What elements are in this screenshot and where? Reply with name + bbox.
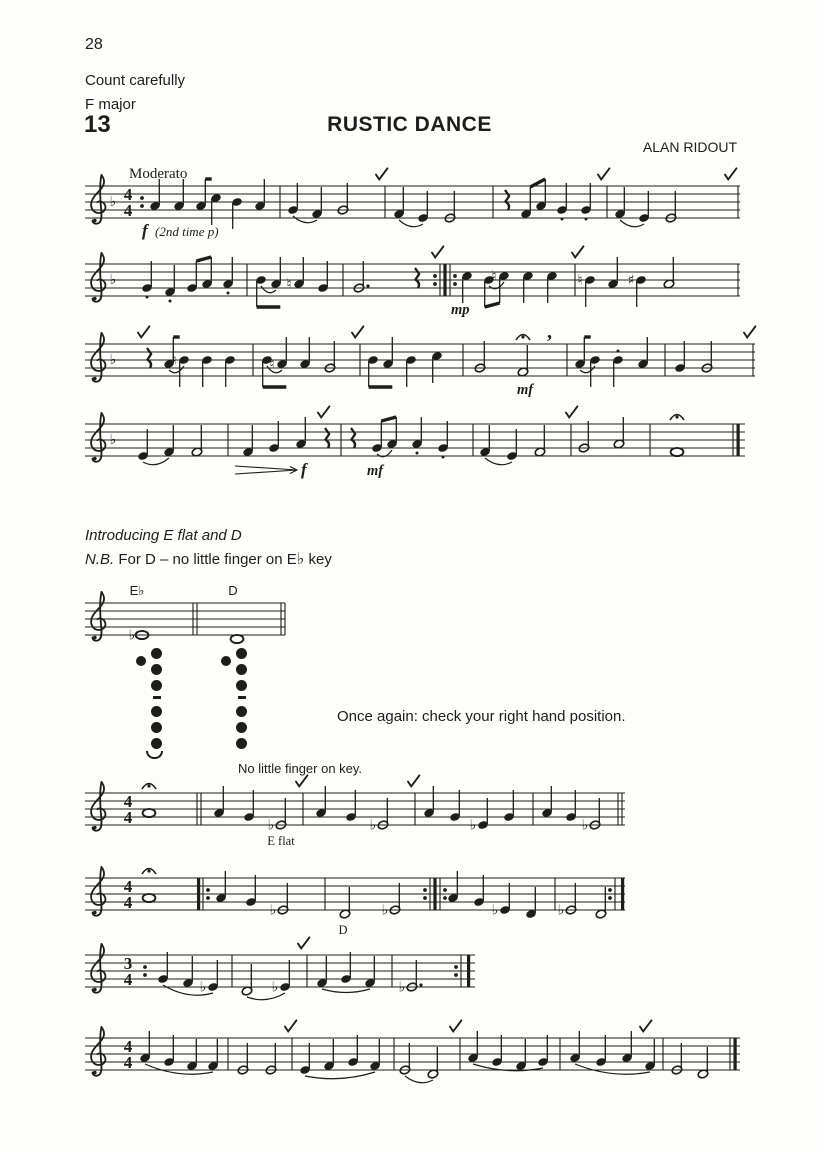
accidental: ♮	[577, 272, 583, 289]
tempo-marking: Moderato	[129, 166, 188, 182]
breath-mark-icon	[318, 406, 329, 417]
page-number: 28	[85, 36, 103, 53]
tone-hole-dot	[236, 722, 247, 733]
key-label: F major	[85, 96, 136, 113]
breath-mark-icon	[376, 168, 387, 179]
slur	[143, 458, 169, 465]
slur	[399, 220, 423, 227]
fingering-diagram-eb	[136, 648, 166, 760]
staff-fingering-staff	[85, 583, 300, 678]
beam	[485, 303, 500, 307]
thumb-hole-dot	[136, 656, 146, 666]
breath-mark-icon	[298, 937, 309, 948]
time-signature: 4	[123, 877, 133, 896]
vent-dash	[238, 696, 246, 699]
accidental: ♭	[369, 817, 377, 834]
slur	[293, 216, 317, 223]
dynamic-marking: f	[301, 460, 307, 479]
slur	[485, 458, 512, 465]
section-heading: Introducing E flat and D	[85, 527, 242, 544]
accidental: ♭	[557, 902, 565, 919]
time-signature: 4	[123, 792, 133, 811]
accidental: ♭	[398, 979, 406, 996]
beam	[381, 417, 396, 421]
tone-hole-dot	[236, 664, 247, 675]
breath-mark-icon	[725, 168, 736, 179]
whole-note	[143, 894, 156, 902]
quarter-rest	[325, 428, 329, 448]
tone-hole-dot	[151, 648, 162, 659]
time-signature: 4	[123, 1037, 133, 1056]
accidental: ♭	[269, 902, 277, 919]
quarter-rest	[415, 268, 419, 288]
dynamic-marking: mp	[451, 302, 470, 318]
accidental: ♭	[271, 979, 279, 996]
instruction-note: Count carefully	[85, 72, 186, 89]
slur	[247, 993, 285, 1000]
breath-mark-icon	[138, 326, 149, 337]
staff-rustic-line-4	[85, 404, 760, 499]
breath-mark-icon	[566, 406, 577, 417]
breath-mark-icon	[640, 1020, 651, 1031]
dynamic-marking: mf	[367, 463, 384, 479]
nb-text: For D – no little finger on E	[114, 551, 297, 568]
accidental: ♭	[491, 902, 499, 919]
breath-mark-icon	[450, 1020, 461, 1031]
nb-text-after: key	[304, 551, 332, 568]
tone-hole-dot	[151, 664, 162, 675]
staff-exercise-four-four	[85, 1018, 755, 1113]
accidental: ♭	[109, 352, 117, 368]
time-signature: 4	[123, 201, 133, 220]
accidental: ♮	[269, 356, 275, 373]
nb-line	[85, 549, 332, 568]
fingering-caption: No little finger on key.	[238, 761, 363, 776]
accidental: ♭	[109, 432, 117, 448]
tone-hole-dot	[151, 738, 162, 749]
piece-title: RUSTIC DANCE	[327, 113, 492, 136]
note-name-label: E flat	[267, 834, 295, 848]
whole-note	[143, 809, 156, 817]
slur	[620, 220, 644, 227]
note-name-label: D	[338, 923, 348, 937]
time-signature: 4	[123, 185, 133, 204]
vent-dash	[153, 696, 161, 699]
breath-mark-icon	[598, 168, 609, 179]
accidental: ♮	[286, 276, 292, 293]
crescendo-hairpin	[235, 466, 297, 474]
breath-mark-icon	[744, 326, 755, 337]
tone-hole-dot	[151, 680, 162, 691]
time-signature: 4	[123, 970, 133, 989]
breath-mark-icon	[572, 246, 583, 257]
staff-exercise-three-four	[85, 935, 490, 1030]
breath-mark-icon	[432, 246, 443, 257]
slur	[580, 366, 595, 373]
breath-comma: ,	[547, 321, 552, 343]
whole-note	[231, 635, 244, 643]
quarter-rest	[147, 348, 151, 368]
breath-mark-icon	[296, 775, 307, 786]
slur	[322, 989, 370, 993]
time-signature: 3	[123, 954, 133, 973]
dynamic-marking: f	[142, 221, 148, 240]
quarter-rest	[351, 428, 355, 448]
composer-name: ALAN RIDOUT	[642, 139, 737, 155]
tone-hole-dot	[151, 722, 162, 733]
nb-label: N.B.	[85, 551, 115, 568]
accidental: ♮	[171, 352, 177, 369]
thumb-hole-dot	[221, 656, 231, 666]
quarter-rest	[505, 190, 509, 210]
breath-mark-icon	[285, 1020, 296, 1031]
time-signature: 4	[123, 893, 133, 912]
accidental: ♭	[128, 627, 136, 644]
little-finger-key-curve	[146, 751, 163, 759]
accidental: ♭	[381, 902, 389, 919]
flat-sign: ♭	[296, 549, 305, 568]
time-signature: 4	[123, 1053, 133, 1072]
accidental: ♭	[199, 979, 207, 996]
breath-mark-icon	[408, 775, 419, 786]
accidental: ♭	[469, 817, 477, 834]
dynamic-marking: (2nd time p)	[155, 224, 219, 239]
time-signature: 4	[123, 808, 133, 827]
accidental: ♭	[109, 272, 117, 288]
fingering-diagram-d	[221, 648, 251, 760]
accidental: ♮	[491, 268, 497, 285]
piece-number: 13	[84, 111, 111, 138]
whole-note	[671, 448, 684, 456]
beam	[196, 257, 211, 261]
accidental: ♭	[581, 817, 589, 834]
tone-hole-dot	[236, 738, 247, 749]
tone-hole-dot	[236, 706, 247, 717]
slur	[575, 1064, 650, 1074]
slur	[305, 1072, 375, 1079]
accidental: ♯	[627, 272, 635, 289]
fingering-note-label: D	[228, 583, 238, 598]
right-hand-tip: Once again: check your right hand position.	[337, 708, 626, 725]
staff-exercise-e-flat	[85, 773, 640, 868]
tone-hole-dot	[151, 706, 162, 717]
slur	[145, 1064, 213, 1074]
fingering-note-label: E♭	[129, 583, 145, 598]
tone-hole-dot	[236, 680, 247, 691]
accidental: ♭	[109, 194, 117, 210]
dynamic-marking: mf	[517, 382, 534, 398]
accidental: ♭	[267, 817, 275, 834]
breath-mark-icon	[352, 326, 363, 337]
tone-hole-dot	[236, 648, 247, 659]
